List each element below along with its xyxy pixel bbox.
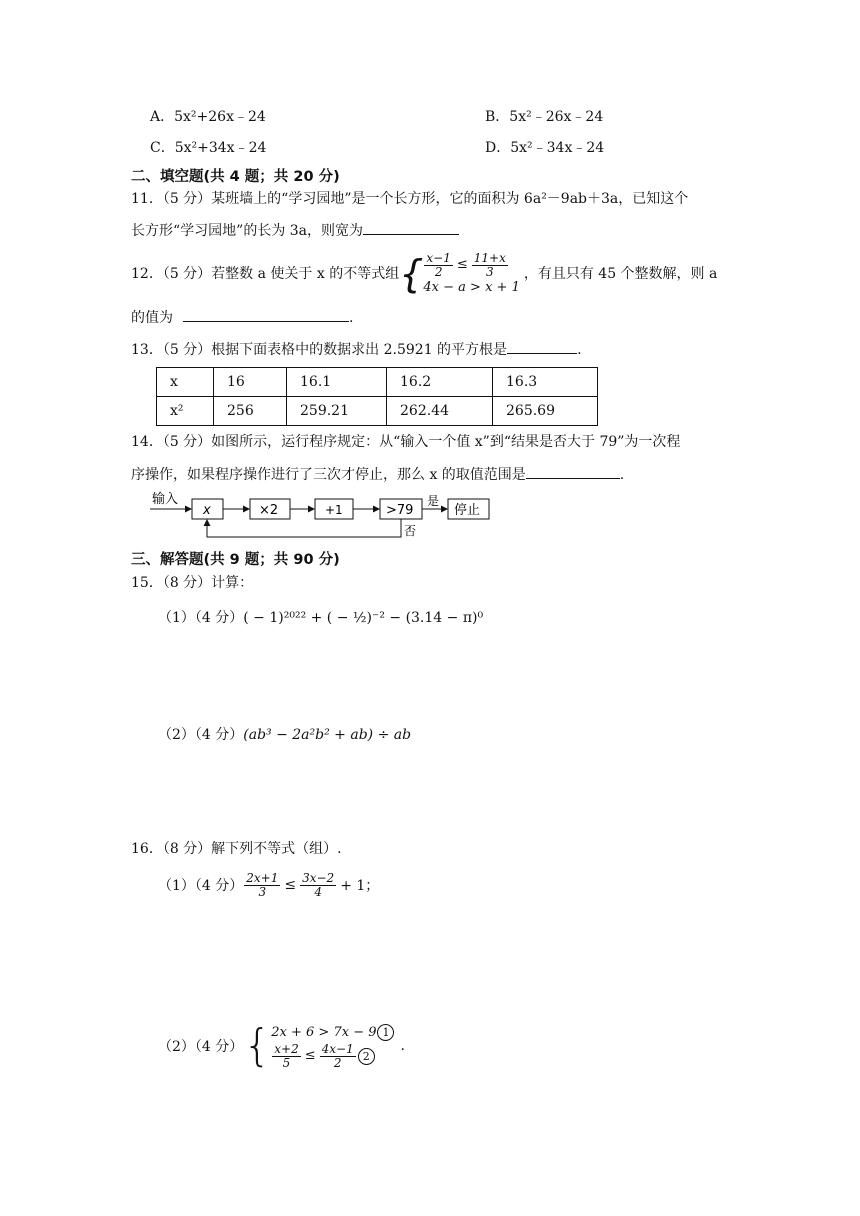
q16-p1-frac2-den: 4 <box>314 884 322 899</box>
q16-p2-frac2-den: 2 <box>333 1055 342 1070</box>
q12-answer-blank[interactable] <box>183 307 349 322</box>
q16-p1-frac2-num: 3x−2 <box>302 870 335 885</box>
option-d: D．5x²﹣34x﹣24 <box>485 140 605 156</box>
table-row <box>157 397 598 426</box>
q16-p1-frac1-num: 2x+1 <box>246 870 279 885</box>
q12-frac1-num: x−1 <box>426 250 451 265</box>
q11-text: 长方形“学习园地”的长为 3a，则宽为 <box>131 223 364 239</box>
table-cell: 259.21 <box>287 397 387 426</box>
q13-text: 13．（5 分）根据下面表格中的数据求出 2.5921 的平方根是 <box>131 342 508 358</box>
q12-frac2-num: 11+x <box>473 250 506 265</box>
q14-end: . <box>619 467 625 483</box>
q12-inequality-system <box>399 252 520 297</box>
q14-line2 <box>131 464 624 485</box>
flow-input-label: 输入 <box>152 492 179 507</box>
q16-part2 <box>158 1020 405 1072</box>
q13-answer-blank[interactable] <box>507 339 577 354</box>
flow-box-stop-label: 停止 <box>454 503 481 518</box>
flow-loop-arrow <box>207 519 401 537</box>
q11-line1: 11．（5 分）某班墙上的“学习园地”是一个长方形，它的面积为 6a²－9ab＋3a，已知这个 <box>131 191 689 207</box>
q13-table <box>156 367 598 426</box>
q16-p1-label: （1）（4 分） <box>158 878 244 894</box>
circled-number-1: 1 <box>377 1024 394 1041</box>
q15-part2 <box>158 723 411 747</box>
q14-flow-diagram <box>148 490 508 542</box>
q12-row2: 4x − a > x + 1 <box>423 279 520 295</box>
flow-box-times2-label: ×2 <box>259 503 279 518</box>
q14-answer-blank[interactable] <box>526 464 620 479</box>
circled-number-2: 2 <box>358 1048 375 1065</box>
q15-part1 <box>158 606 483 630</box>
q16-p2-row1: 2x + 6 > 7x − 9 <box>271 1024 377 1040</box>
q11-answer-blank[interactable] <box>363 220 459 235</box>
q12-prefix: 12．（5 分）若整数 a 使关于 x 的不等式组 <box>131 266 400 282</box>
q16-p2-frac1-num: x+2 <box>274 1041 299 1056</box>
section-title-solutions: 三、解答题(共 9 题；共 90 分) <box>131 552 340 568</box>
table-cell: 16 <box>214 368 287 397</box>
q15-p2-label: （2）（4 分） <box>158 727 244 743</box>
q16-p2-label: （2）（4 分） <box>158 1039 244 1055</box>
table-cell: 265.69 <box>493 397 598 426</box>
flow-no-label: 否 <box>404 524 417 538</box>
flow-box-x-label: x <box>203 503 211 518</box>
q16-p2-frac1-den: 5 <box>282 1055 291 1070</box>
q12-line1 <box>131 252 717 296</box>
flow-box-compare-label: >79 <box>386 503 414 518</box>
flow-box-plus1-label: +1 <box>325 503 343 517</box>
q15-p2-expr: (ab³ − 2a²b² + ab) ÷ ab <box>243 727 412 743</box>
q12-brace: { <box>399 252 424 296</box>
table-row <box>157 368 598 397</box>
q12-frac1-den: 2 <box>434 264 443 279</box>
q16-part1 <box>158 866 379 904</box>
option-c: C．5x²+34x﹣24 <box>150 140 267 156</box>
q12-end: . <box>349 310 354 326</box>
q13-line <box>131 339 582 360</box>
q13-end: . <box>577 342 582 358</box>
q16-title: 16．（8 分）解下列不等式（组）. <box>131 841 342 857</box>
section-title-fill-blank: 二、填空题(共 4 题；共 20 分) <box>131 169 340 185</box>
q14-line1: 14．（5 分）如图所示，运行程序规定：从“输入一个值 x”到“结果是否大于 79”为一次程 <box>131 434 681 450</box>
table-cell: x² <box>157 397 214 426</box>
table-cell: 256 <box>214 397 287 426</box>
table-cell: 16.1 <box>287 368 387 397</box>
table-cell: 16.2 <box>387 368 493 397</box>
q12-frac2-den: 3 <box>486 264 494 279</box>
table-cell: 16.3 <box>493 368 598 397</box>
q15-p1-expr: ( − 1)²⁰²² + ( − ½)⁻² − (3.14 − π)⁰ <box>243 610 484 626</box>
q11-line2 <box>131 220 459 241</box>
q12-text2: 的值为 <box>131 310 173 326</box>
q16-p2-end: . <box>400 1038 405 1054</box>
table-cell: 262.44 <box>387 397 493 426</box>
q16-p1-frac1-den: 3 <box>258 884 267 899</box>
q12-suffix: ，有且只有 45 个整数解，则 a <box>523 266 718 282</box>
table-cell: x <box>157 368 214 397</box>
q16-p2-frac2-num: 4x−1 <box>321 1041 354 1056</box>
option-a: A．5x²+26x﹣24 <box>150 109 266 125</box>
flow-yes-label: 是 <box>427 494 440 508</box>
q12-line2 <box>131 307 353 328</box>
q14-text2: 序操作，如果程序操作进行了三次才停止，那么 x 的取值范围是 <box>131 467 526 483</box>
q16-p1-op: ≤ <box>284 877 297 893</box>
q16-p2-op: ≤ <box>304 1048 316 1063</box>
q15-title: 15．（8 分）计算： <box>131 575 254 591</box>
q12-op: ≤ <box>456 257 468 272</box>
q16-p1-tail: + 1； <box>340 878 380 894</box>
option-b: B．5x²﹣26x﹣24 <box>485 109 604 125</box>
q15-p1-label: （1）（4 分） <box>158 610 244 626</box>
q16-brace: { <box>243 1020 272 1071</box>
